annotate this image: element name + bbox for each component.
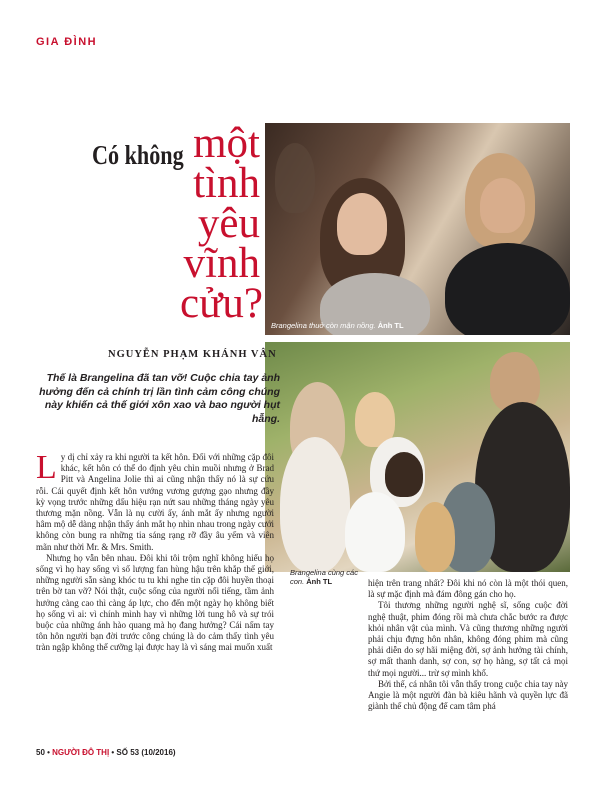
dropcap: L xyxy=(36,449,57,486)
headline-line: một xyxy=(193,120,260,167)
body-column-left xyxy=(36,449,274,654)
photo-caption: Brangelina cùng các con. Ảnh TL xyxy=(290,568,358,586)
headline-line: tình xyxy=(193,160,260,207)
body-paragraph: Tôi thương những người nghệ sĩ, sống cuộc đời nghệ thuật, phim đóng rồi mà chưa chắc bước ra được khỏi nhân vật của mình. Và cũng thương những người phải chịu đựng hôn nhân, không đóng phim mà cũng phải diễn do sợ hãi miệng đời, sợ ảnh hưởng tài chính, sợ mất thanh danh, sợ con, sợ họ hàng, sợ tất cả mọi thứ mọi người... trừ sợ mình khổ. xyxy=(368,600,568,678)
author-byline: NGUYỄN PHẠM KHÁNH VÂN xyxy=(108,349,277,360)
body-paragraph: Bởi thế, cá nhân tôi vẫn thấy trong cuộc chia tay này Angie là một người đàn bà kiêu hãnh và quyền lực đã giành thế chủ động để cam tâm phá xyxy=(368,678,568,712)
body-paragraph: Ly dị chỉ xảy ra khi người ta kết hôn. Đối với những cặp đôi khác, kết hôn có thể do định yêu chìn muồi nhưng ở Brad Pitt và Angelina Jolie thì ai cũng nhận thấy nó là sự cứu rỗi. Cái quyết định kết hôn vướng vương gượng gạo nhưng đầy kỳ vọng trước những dấu hiệu rạn nứt sau những tháng ngày yêu thương mặn nồng. Vẫn là nụ cười ấy, ánh mắt ấy nhưng người hâm mộ dễ dàng nhận thấy ánh mắt họ nhìn nhau trong ngày cưới không còn bung ra những tia sáng rạng rỡ đầy âu yếm và viên mãn như thời Mr. & Mrs. Smith. xyxy=(36,449,274,552)
page-footer: 50 • NGƯỜI ĐÔ THỊ • SỐ 53 (10/2016) xyxy=(36,748,176,757)
headline-line: cửu? xyxy=(180,280,263,327)
section-label: GIA ĐÌNH xyxy=(36,36,98,48)
lead-paragraph: Thế là Brangelina đã tan vỡ! Cuộc chia tay ảnh hưởng đến cả chính trị lần tình cảm công chúng này khiến cả thế giới xôn xao và bao người hụt hẫng. xyxy=(39,372,280,425)
issue-number: SỐ 53 (10/2016) xyxy=(116,748,176,757)
body-paragraph: Nhưng họ vẫn bên nhau. Đôi khi tôi trộm nghĩ không hiểu họ sống vì họ hay sống vì số lượng fan hùng hậu trên khắp thế giới, những người sẵn sàng khóc tu tu khi nghe tin cặp đôi huyền thoại trên bờ tan vỡ? Nói thật, cuộc sống của người nổi tiếng, tầm ảnh hưởng càng cao thì càng áp lực, cho đến một ngày họ không biết họ sống vì ai: vì chính mình hay vì những lời tung hô và sự trói buộc của những ánh hào quang mà họ đang hưởng? Cái nấm tay tôn hôn người bạn đời trước công chúng là do cảm thấy tình yêu tràn ngập không thể cưỡng lại được hay là vì sáng mai muốn xuất xyxy=(36,552,274,653)
photo-caption: Brangelina thuở còn mặn nồng. Ảnh TL xyxy=(271,321,404,330)
headline-line: vĩnh xyxy=(183,240,260,287)
magazine-name: NGƯỜI ĐÔ THỊ xyxy=(52,748,110,757)
photo-family xyxy=(265,342,570,572)
headline-line: yêu xyxy=(197,200,260,247)
headline-part2 xyxy=(180,120,263,327)
headline-part1: Có không xyxy=(92,140,184,170)
body-column-right xyxy=(368,578,568,712)
body-paragraph: hiện trên trang nhất? Đôi khi nó còn là một thói quen, là sự mặc định mà đám đông gán cho họ. xyxy=(368,578,568,600)
photo-couple xyxy=(265,123,570,335)
page-number: 50 xyxy=(36,748,45,757)
